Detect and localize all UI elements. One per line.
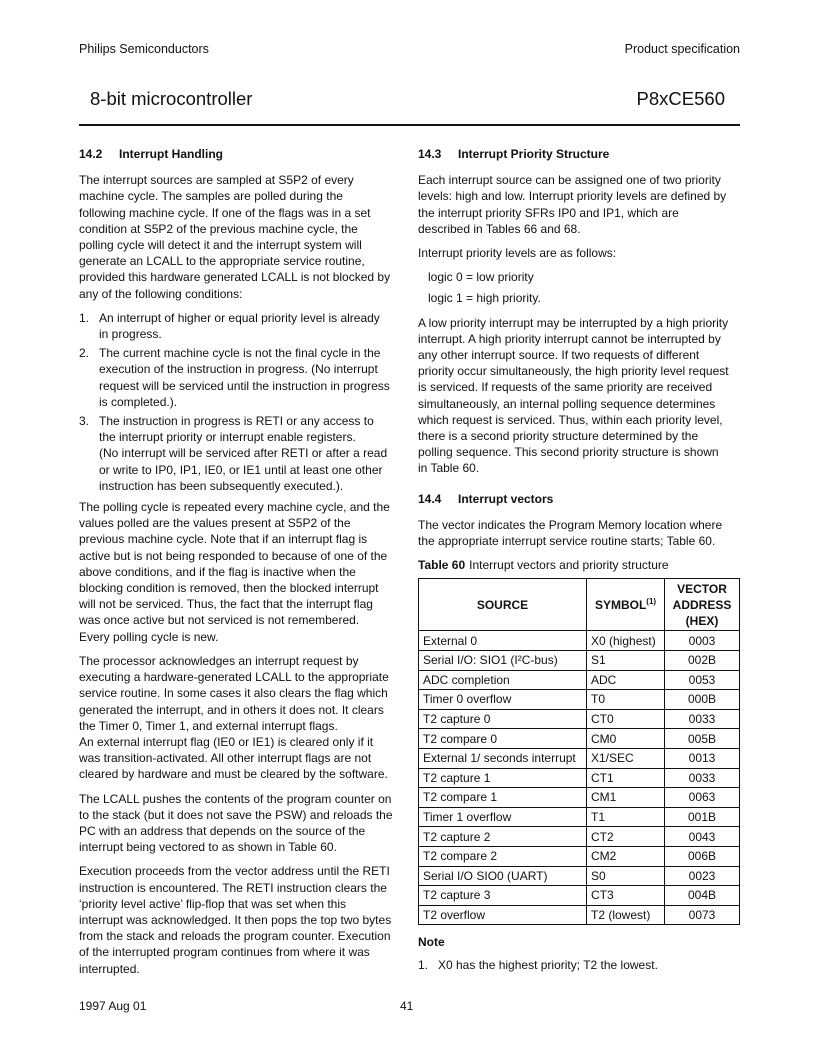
table-row (419, 670, 740, 690)
text-line: is serviced. If requests of the same priority are received (418, 380, 713, 395)
header-vector-line3: (HEX) (685, 613, 719, 628)
cell-source: T2 overflow (419, 905, 587, 925)
text-line: PC with an address that depends on the source of the (79, 823, 366, 838)
text-line: interrupted. (79, 961, 140, 976)
text-line: The polling cycle is repeated every machine cycle, and the (79, 500, 390, 515)
section-title: Interrupt vectors (458, 491, 554, 506)
table-row (419, 886, 740, 906)
text-line: values polled are the values present at S5P2 of the (79, 516, 351, 531)
cell-symbol: CT1 (587, 768, 665, 788)
table-body (419, 631, 740, 925)
cell-source: T2 capture 2 (419, 827, 587, 847)
cell-source: T2 capture 0 (419, 709, 587, 729)
text-line: was transition-activated. All other interrupt flags are not (79, 751, 372, 766)
priority-paragraph (418, 172, 740, 237)
text-line: previous machine cycle. Note that if an interrupt flag is (79, 532, 368, 547)
product-family-title: 8-bit microcontroller (90, 88, 253, 109)
text-line: will not be serviced. Thus, the fact that the interrupt flag (79, 597, 373, 612)
text-line: any of the following conditions: (79, 286, 243, 301)
text-line: the interrupt priority or interrupt enable registers. (99, 430, 356, 445)
text-line: executing a hardware-generated LCALL to the appropriate (79, 670, 389, 685)
text-line: generated the interrupt, and in others it does not. It clears (79, 702, 384, 717)
text-line: there is a second priority structure determined by the (418, 429, 699, 444)
text-line: of the interrupted program continues from where it was (79, 945, 370, 960)
text-line: simultaneously, an internal polling sequence determines (418, 396, 716, 411)
text-line: was once active but not serviced is not remembered. (79, 613, 360, 628)
interrupt-vector-table (418, 578, 740, 925)
cell-source: T2 compare 2 (419, 847, 587, 867)
cell-symbol: CT0 (587, 709, 665, 729)
cell-source: ADC completion (419, 670, 587, 690)
cell-source: External 1/ seconds interrupt (419, 749, 587, 769)
text-line: execution of the instruction in progress. (No interrupt (99, 362, 378, 377)
condition-item (79, 345, 397, 410)
condition-number: 3. (79, 414, 90, 429)
text-line: generate an LCALL to the appropriate service routine, (79, 254, 365, 269)
cell-source: Timer 0 overflow (419, 690, 587, 710)
header-rule (79, 124, 740, 126)
section-heading-interrupt-vectors (418, 491, 740, 507)
cell-vector: 001B (665, 807, 740, 827)
text-line: ‘priority level active’ flip-flop that was set when this (79, 896, 346, 911)
table-row (419, 690, 740, 710)
condition-number: 1. (79, 310, 90, 325)
cell-vector: 0053 (665, 670, 740, 690)
text-line: the interrupt priority SFRs IP0 and IP1, which are (418, 205, 679, 220)
text-line: service routine. In some cases it also clears the flag which (79, 686, 388, 701)
section-heading-priority-structure (418, 146, 740, 162)
cell-symbol: S1 (587, 651, 665, 671)
text-line: which request is serviced. Thus, within each priority level, (418, 412, 723, 427)
right-column (418, 146, 740, 973)
cell-vector: 0043 (665, 827, 740, 847)
cell-vector: 005B (665, 729, 740, 749)
text-line: Each interrupt source can be assigned one of two priority (418, 173, 721, 188)
text-line: in progress. (99, 327, 162, 342)
table-row (419, 827, 740, 847)
note-item (418, 957, 740, 973)
cell-symbol: X0 (highest) (587, 631, 665, 651)
table-row (419, 847, 740, 867)
text-line: polling sequence. This second priority structure is shown (418, 445, 719, 460)
cell-symbol: ADC (587, 670, 665, 690)
text-line: machine cycle. The samples are polled during the (79, 189, 343, 204)
document-type: Product specification (624, 42, 740, 56)
footer-date: 1997 Aug 01 (79, 999, 147, 1013)
left-column (79, 146, 397, 985)
section-number: 14.3 (418, 147, 442, 161)
text-line: blocking condition is removed, then the blocked interrupt (79, 581, 379, 596)
acknowledge-paragraph (79, 653, 397, 783)
header-vector-line2: ADDRESS (672, 597, 732, 612)
cell-source: Serial I/O SIO0 (UART) (419, 866, 587, 886)
text-line: An interrupt of higher or equal priority level is already (99, 310, 380, 325)
table-caption-label: Table 60 (418, 558, 466, 573)
text-line: described in Tables 66 and 68. (418, 221, 581, 236)
cell-vector: 002B (665, 651, 740, 671)
intro-paragraph (79, 172, 397, 302)
table-row (419, 866, 740, 886)
table-row (419, 709, 740, 729)
vectors-paragraph (418, 517, 740, 549)
table-row (419, 768, 740, 788)
cell-symbol: X1/SEC (587, 749, 665, 769)
text-line: above conditions, and if the flag is inactive when the (79, 564, 356, 579)
cell-source: T2 compare 1 (419, 788, 587, 808)
header-symbol (587, 579, 665, 631)
text-line: The current machine cycle is not the final cycle in the (99, 346, 381, 361)
cell-symbol: S0 (587, 866, 665, 886)
header-source: SOURCE (419, 579, 587, 631)
cell-symbol: CM0 (587, 729, 665, 749)
text-line: priority occur simultaneously, the high priority level request (418, 364, 729, 379)
text-line: is completed.). (99, 394, 178, 409)
header-symbol-label: SYMBOL (594, 597, 647, 612)
table-row (419, 905, 740, 925)
text-line: The interrupt sources are sampled at S5P2 of every (79, 173, 354, 188)
text-line: to the stack (but it does not save the PSW) and reloads the (79, 807, 393, 822)
cell-vector: 0033 (665, 768, 740, 788)
section-number: 14.4 (418, 491, 442, 506)
text-line: The LCALL pushes the contents of the program counter on (79, 791, 392, 806)
cell-source: Serial I/O: SIO1 (I²C-bus) (419, 651, 587, 671)
cell-symbol: CT2 (587, 827, 665, 847)
text-line: (No interrupt will be serviced after RETI or after a read (99, 446, 388, 461)
section-title: Interrupt Priority Structure (458, 147, 610, 161)
text-line: An external interrupt flag (IE0 or IE1) is cleared only if it (79, 734, 374, 749)
table-row (419, 749, 740, 769)
header-vector-line1: VECTOR (677, 581, 727, 596)
text-line: instruction has been subsequently executed.). (99, 478, 344, 493)
cell-source: External 0 (419, 631, 587, 651)
condition-item (79, 310, 397, 342)
header-vector-address (665, 579, 740, 631)
cell-symbol: CT3 (587, 886, 665, 906)
text-line: interrupt. A high priority interrupt cannot be interrupted by (418, 331, 721, 346)
text-line: request will be serviced until the instruction in progress (99, 378, 390, 393)
cell-symbol: T1 (587, 807, 665, 827)
cell-vector: 0023 (665, 866, 740, 886)
header-symbol-footnote: (1) (646, 596, 657, 606)
polling-paragraph (79, 499, 397, 645)
cell-source: T2 capture 3 (419, 886, 587, 906)
cell-vector: 004B (665, 886, 740, 906)
table-row (419, 651, 740, 671)
text-line: interrupt being vectored to as shown in Table 60. (79, 840, 337, 855)
text-line: Execution proceeds from the vector address until the RETI (79, 864, 390, 879)
condition-item (79, 413, 397, 494)
text-line: cleared by hardware and must be cleared by the software. (79, 767, 388, 782)
text-line: The processor acknowledges an interrupt request by (79, 653, 359, 668)
text-line: The instruction in progress is RETI or any access to (99, 414, 374, 429)
text-line: the appropriate interrupt service routine starts; Table 60. (418, 534, 716, 549)
note-text: X0 has the highest priority; T2 the lowest. (438, 957, 658, 972)
text-line: any other interrupt source. If two requests of different (418, 348, 700, 363)
company-name: Philips Semiconductors (79, 42, 209, 56)
level-low: logic 0 = low priority (428, 270, 534, 285)
table-caption-text: Interrupt vectors and priority structure (469, 558, 669, 573)
text-line: Every polling cycle is new. (79, 629, 219, 644)
text-line: The vector indicates the Program Memory location where (418, 517, 723, 532)
low-priority-paragraph (418, 315, 740, 477)
cell-source: T2 compare 0 (419, 729, 587, 749)
text-line: active but is not being responded to because of one of the (79, 548, 388, 563)
cell-symbol: CM2 (587, 847, 665, 867)
cell-vector: 0063 (665, 788, 740, 808)
table-row (419, 807, 740, 827)
note-number: 1. (418, 957, 429, 972)
text-line: instruction is encountered. The RETI instruction clears the (79, 880, 387, 895)
text-line: provided this hardware generated LCALL is not blocked by (79, 270, 391, 285)
table-header-row (419, 579, 740, 631)
cell-vector: 0033 (665, 709, 740, 729)
text-line: interrupt was acknowledged. It then pops the top two bytes (79, 912, 392, 927)
text-line: levels: high and low. Interrupt priority levels are defined by (418, 189, 727, 204)
text-line: polling cycle will detect it and the interrupt system will (79, 238, 362, 253)
cell-vector: 0073 (665, 905, 740, 925)
conditions-list (79, 310, 397, 494)
text-line: following machine cycle. If one of the flags was in a set (79, 205, 371, 220)
cell-symbol: T2 (lowest) (587, 905, 665, 925)
table-row (419, 631, 740, 651)
note-heading: Note (418, 935, 445, 950)
text-line: from the stack and reloads the program counter. Execution (79, 929, 391, 944)
level-high: logic 1 = high priority. (428, 291, 541, 306)
text-line: in Table 60. (418, 461, 480, 476)
cell-symbol: CM1 (587, 788, 665, 808)
text-line: or write to IP0, IP1, IE0, or IE1 until at least one other (99, 462, 383, 477)
table-row (419, 729, 740, 749)
text-line: A low priority interrupt may be interrupted by a high priority (418, 315, 729, 330)
cell-vector: 0013 (665, 749, 740, 769)
page-number: 41 (400, 999, 414, 1013)
cell-vector: 006B (665, 847, 740, 867)
execution-paragraph (79, 863, 397, 976)
cell-source: T2 capture 1 (419, 768, 587, 788)
cell-vector: 0003 (665, 631, 740, 651)
cell-symbol: T0 (587, 690, 665, 710)
lcall-paragraph (79, 791, 397, 856)
cell-vector: 000B (665, 690, 740, 710)
cell-source: Timer 1 overflow (419, 807, 587, 827)
section-number: 14.2 (79, 147, 103, 161)
text-line: condition at S5P2 of the previous machine cycle, the (79, 221, 358, 236)
section-title: Interrupt Handling (119, 147, 223, 161)
section-heading-interrupt-handling (79, 146, 397, 162)
part-number-title: P8xCE560 (636, 88, 725, 109)
levels-intro: Interrupt priority levels are as follows: (418, 246, 617, 261)
table-caption (418, 557, 740, 573)
text-line: the Timer 0, Timer 1, and external interrupt flags. (79, 718, 338, 733)
condition-number: 2. (79, 346, 90, 361)
table-row (419, 788, 740, 808)
